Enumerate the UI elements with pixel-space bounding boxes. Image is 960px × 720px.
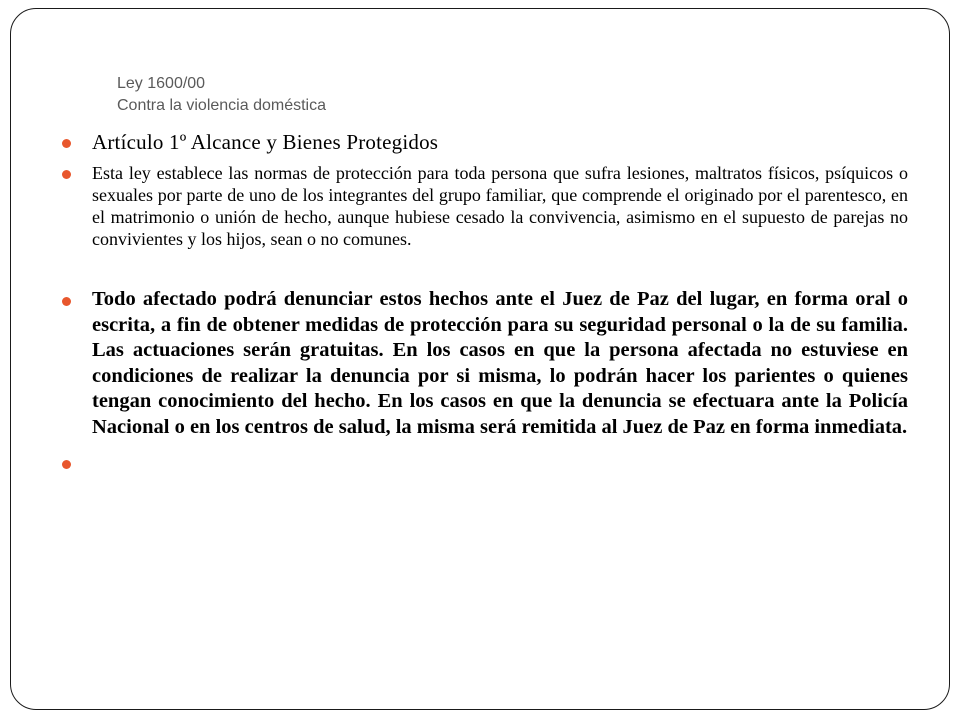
bullet-dot-icon [62,139,71,148]
bullet-dot-icon [62,460,71,469]
bullet-item-heading [62,128,908,156]
bullet-dot-icon [62,170,71,179]
article-heading: Artículo 1º Alcance y Bienes Protegidos [92,130,439,154]
title-line-1: Ley 1600/00 [117,75,206,92]
article-text: Esta ley establece las normas de protección para toda persona que sufra lesiones, maltratos físicos, psíquicos o sexuales por parte de uno de los integrantes del grupo familiar, que comprende el originado por el parentesco, en el matrimonio o unión de hecho, aunque hubiese cesado la convivencia, asimismo en el supuesto de parejas no convivientes y los hijos, sean o no comunes. [92,163,908,249]
bullet-list [62,128,908,478]
bullet-item-empty [62,450,908,478]
bullet-item-body [62,162,908,250]
denuncia-text: Todo afectado podrá denunciar estos hechos ante el Juez de Paz del lugar, en forma oral o escrita, a fin de obtener medidas de protección para su seguridad personal o la de su familia. Las actuaciones serán gratuitas. En los casos en que la persona afectada no estuviese en condiciones de realizar la denuncia por si misma, lo podrán hacer los parientes o quienes tengan conocimiento del hecho. En los casos en que la denuncia se efectuara ante la Policía Nacional o en los centros de salud, la misma será remitida al Juez de Paz en forma inmediata. [92,288,908,438]
bullet-item-denuncia [62,287,908,440]
title-line-2: Contra la violencia doméstica [117,97,326,114]
bullet-dot-icon [62,297,71,306]
slide-title [117,73,326,117]
